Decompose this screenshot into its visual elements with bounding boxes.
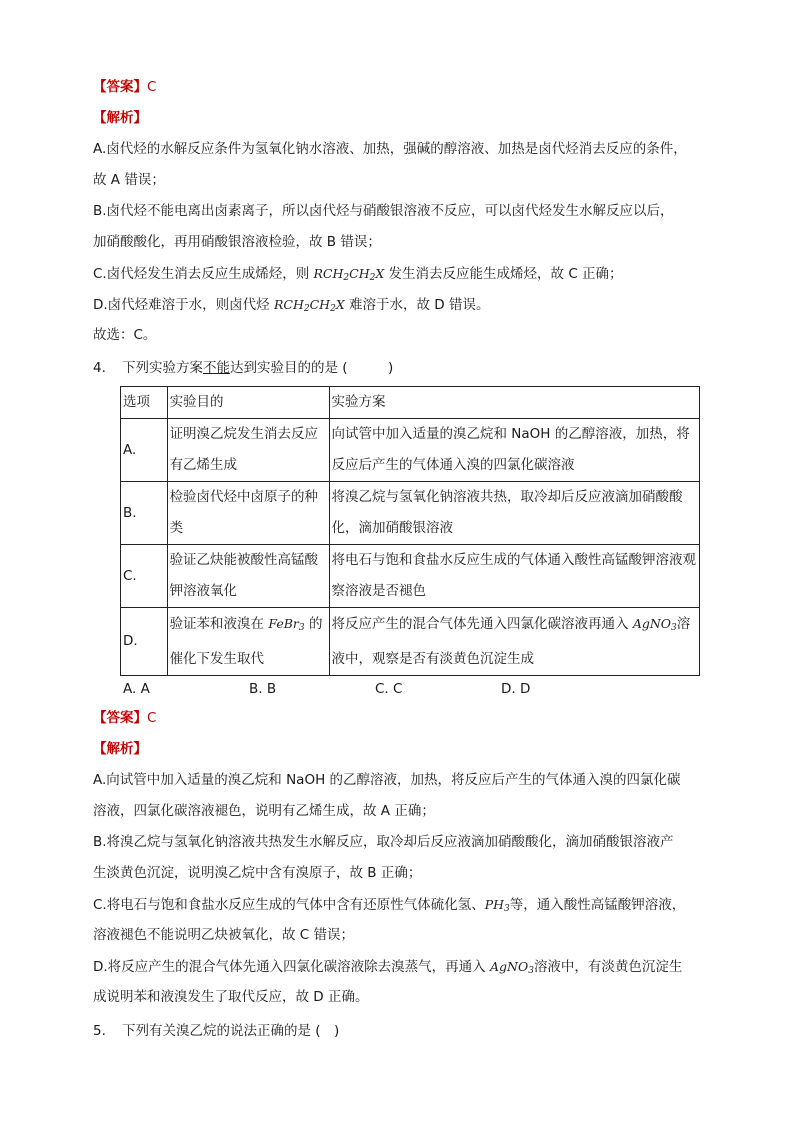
choice-c[interactable]: C. C — [375, 681, 403, 697]
q3-analysis-c-post: 发生消去反应能生成烯烃，故 C 正确； — [384, 266, 623, 282]
q4-stem-pre: 下列实验方案 — [122, 360, 203, 376]
row-purpose: 证明溴乙烷发生消去反应有乙烯生成 — [169, 426, 319, 473]
formula-rch2ch2x: $RCH_2CH_2X$ — [313, 266, 385, 283]
q3-analysis-a-line1: A.卤代烃的水解反应条件为氢氧化钠水溶液、加热，强碱的醇溶液、加热是卤代烃消去反应的条件， — [93, 141, 687, 157]
q4-analysis-d-line2: 成说明苯和液溴发生了取代反应，故 D 正确。 — [93, 989, 369, 1005]
header-plan: 实验方案 — [329, 387, 699, 419]
q4-stem-post: 达到实验目的的是 ( ) — [230, 360, 394, 376]
answer-value: C — [147, 79, 157, 95]
q3-analysis-c — [93, 258, 703, 289]
row-plan: 将电石与饱和食盐水反应生成的气体通入酸性高锰酸钾溶液观察溶液是否褪色 — [331, 552, 697, 599]
q4-experiment-table — [120, 386, 700, 676]
q4-analysis-b-line2: 生淡黄色沉淀，说明溴乙烷中含有溴原子，故 B 正确； — [93, 865, 422, 881]
q4-number: 4. — [93, 360, 106, 376]
table-row — [121, 419, 700, 482]
q4-analysis-c-line1 — [93, 889, 703, 920]
q4-analysis-tag: 【解析】 — [93, 741, 147, 757]
row-purpose: 检验卤代烃中卤原子的种类 — [169, 489, 319, 536]
q4-analysis-c-post: 等，通入酸性高锰酸钾溶液， — [509, 897, 686, 913]
q4-answer — [93, 703, 703, 734]
row-purpose — [170, 608, 327, 675]
answer-tag: 【答案】 — [93, 79, 147, 95]
choice-d[interactable]: D. D — [501, 681, 531, 697]
q3-answer — [93, 72, 703, 103]
q5-number: 5. — [93, 1023, 106, 1039]
q5-stem-text: 下列有关溴乙烷的说法正确的是 ( ) — [122, 1023, 340, 1039]
row-plan: 向试管中加入适量的溴乙烷和 NaOH 的乙醇溶液，加热，将反应后产生的气体通入溴的四氯化碳溶液 — [331, 426, 690, 473]
q4-stem-emphasis: 不能 — [203, 360, 230, 376]
q3-analysis-b-line1: B.卤代烃不能电离出卤素离子，所以卤代烃与硝酸银溶液不反应，可以卤代烃发生水解反应以后， — [93, 203, 674, 219]
q3-analysis-c-pre: C.卤代烃发生消去反应生成烯烃，则 — [93, 266, 314, 282]
q5-stem — [93, 1016, 703, 1047]
row-option: A. — [121, 419, 168, 482]
choice-b[interactable]: B. B — [249, 681, 277, 697]
q4-analysis-c-pre: C.将电石与饱和食盐水反应生成的气体中含有还原性气体硫化氢、 — [93, 897, 485, 913]
q3-analysis-d-post: 难溶于水，故 D 错误。 — [344, 297, 490, 313]
formula-rch2ch2x: $RCH_2CH_2X$ — [273, 297, 345, 314]
answer-tag: 【答案】 — [93, 710, 147, 726]
q3-analysis-d — [93, 289, 703, 320]
q4-analysis-b-line1: B.将溴乙烷与氢氧化钠溶液共热发生水解反应，取冷却后反应液滴加硝酸酸化，滴加硝酸银溶液产 — [93, 834, 674, 850]
formula-agno3: AgNO$_3$ — [489, 959, 534, 976]
row-plan: 将溴乙烷与氢氧化钠溶液共热，取冷却后反应液滴加硝酸酸化，滴加硝酸银溶液 — [331, 489, 683, 536]
formula-febr3: FeBr$_3$ — [268, 616, 305, 633]
row-option: B. — [121, 482, 168, 545]
table-header-row — [121, 387, 700, 419]
q4-analysis-a-line2: 溶液，四氯化碳溶液褪色，说明有乙烯生成，故 A 正确； — [93, 803, 435, 819]
header-option: 选项 — [121, 387, 168, 419]
q3-analysis-b-line2: 加硝酸酸化，再用硝酸银溶液检验，故 B 错误； — [93, 234, 381, 250]
q3-analysis-d-pre: D.卤代烃难溶于水，则卤代烃 — [93, 297, 274, 313]
row-option: D. — [121, 608, 168, 676]
table-row — [121, 608, 700, 676]
q3-analysis-tag: 【解析】 — [93, 110, 147, 126]
q3-analysis-a-line2: 故 A 错误； — [93, 172, 165, 188]
answer-value: C — [147, 710, 157, 726]
row-plan-post: 溶液中，观察是否有淡黄色沉淀生成 — [331, 616, 691, 667]
q4-answer-section — [93, 703, 703, 1013]
q4-analysis-c-line2: 溶液褪色不能说明乙炔被氧化，故 C 错误； — [93, 927, 355, 943]
row-plan — [332, 608, 697, 675]
row-purpose-post: 的催化下发生取代 — [169, 616, 323, 667]
formula-agno3: AgNO$_3$ — [632, 616, 677, 633]
row-purpose: 验证乙炔能被酸性高锰酸钾溶液氧化 — [169, 552, 319, 599]
q4-analysis-d-post: 溶液中，有淡黄色沉淀生 — [533, 959, 683, 975]
q3-conclusion: 故选：C。 — [93, 327, 157, 343]
q4-analysis-d-line1 — [93, 951, 703, 982]
q4-analysis-d-pre: D.将反应产生的混合气体先通入四氯化碳溶液除去溴蒸气，再通入 — [93, 959, 490, 975]
row-purpose-pre: 验证苯和液溴在 — [169, 616, 269, 632]
q4-stem — [93, 353, 703, 384]
q4-analysis-a-line1: A.向试管中加入适量的溴乙烷和 NaOH 的乙醇溶液，加热，将反应后产生的气体通入溴的四氯化碳 — [93, 772, 681, 788]
row-plan-pre: 将反应产生的混合气体先通入四氯化碳溶液再通入 — [331, 616, 633, 632]
q4-choices — [123, 676, 627, 702]
row-option: C. — [121, 545, 168, 608]
table-row — [121, 482, 700, 545]
header-purpose: 实验目的 — [167, 387, 329, 419]
choice-a[interactable]: A. A — [123, 681, 150, 697]
table-row — [121, 545, 700, 608]
formula-ph3: $PH_3$ — [484, 897, 510, 914]
q3-answer-section — [93, 72, 703, 351]
